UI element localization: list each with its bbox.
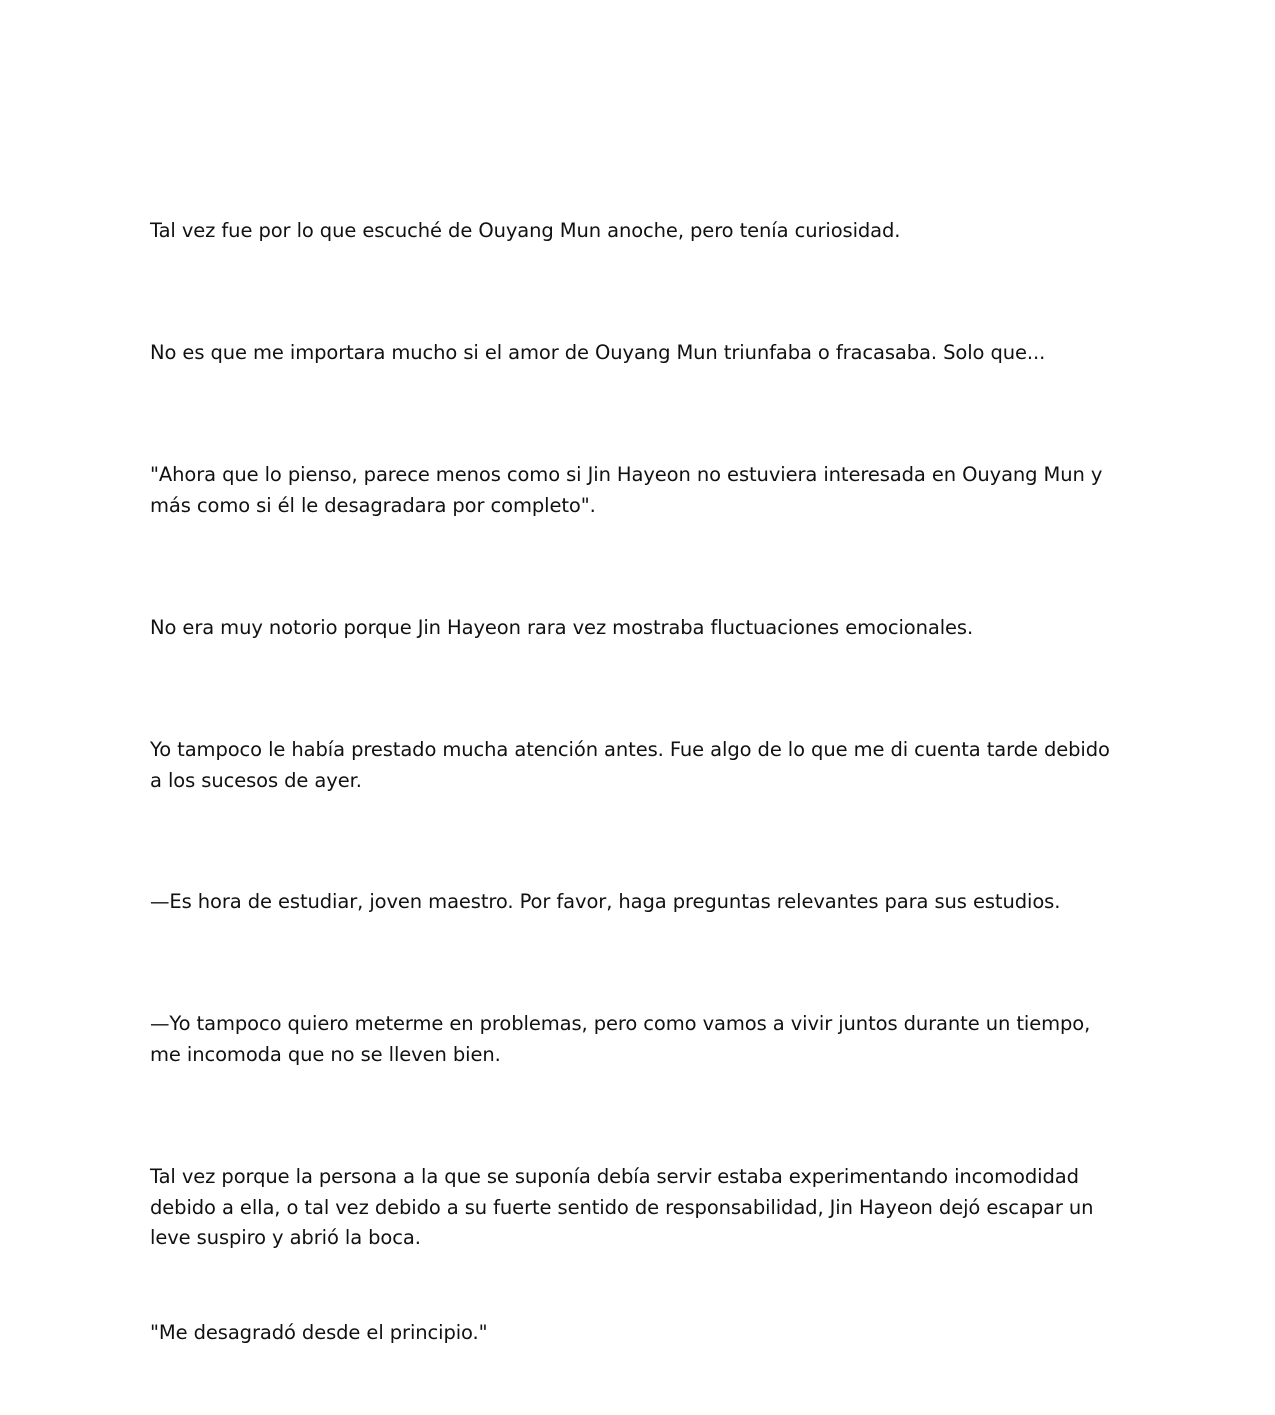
paragraph-5: Yo tampoco le había prestado mucha atención antes. Fue algo de lo que me di cuenta tarde debido a los sucesos de ayer. bbox=[150, 738, 1110, 792]
paragraph-4: No era muy notorio porque Jin Hayeon rara vez mostraba fluctuaciones emocionales. bbox=[150, 616, 974, 639]
paragraph-3: "Ahora que lo pienso, parece menos como si Jin Hayeon no estuviera interesada en Ouyang Mun y más como si él le desagradara por completo". bbox=[150, 463, 1103, 517]
paragraph-2: No es que me importara mucho si el amor de Ouyang Mun triunfaba o fracasaba. Solo que... bbox=[150, 341, 1046, 364]
paragraph-7: —Yo tampoco quiero meterme en problemas, pero como vamos a vivir juntos durante un tiempo, me incomoda que no se lleven bien. bbox=[150, 1012, 1091, 1066]
paragraph-9: "Me desagradó desde el principio." bbox=[150, 1321, 488, 1344]
paragraph-8: Tal vez porque la persona a la que se suponía debía servir estaba experimentando incomodidad debido a ella, o tal vez debido a su fuerte sentido de responsabilidad, Jin Hayeon dejó escapar un leve suspiro y abrió la boca. bbox=[150, 1165, 1094, 1249]
paragraph-1: Tal vez fue por lo que escuché de Ouyang Mun anoche, pero tenía curiosidad. bbox=[150, 219, 901, 242]
paragraph-6: —Es hora de estudiar, joven maestro. Por favor, haga preguntas relevantes para sus estudios. bbox=[150, 890, 1061, 913]
